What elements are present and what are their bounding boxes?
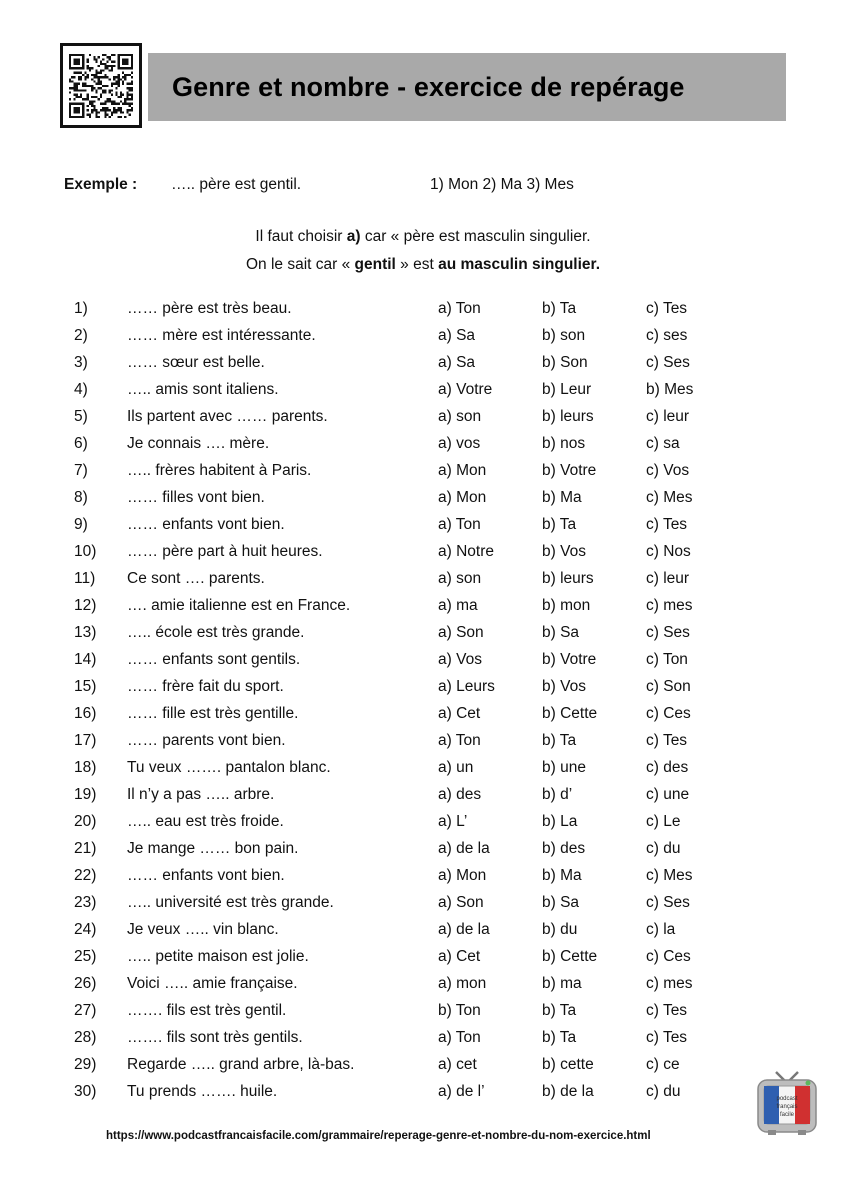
exercise-item <box>0 1081 846 1108</box>
option-b[interactable]: b) des <box>542 840 586 857</box>
svg-text:français: français <box>776 1104 798 1110</box>
option-a[interactable]: a) Mon <box>438 489 487 506</box>
exercise-number: 15) <box>74 678 97 695</box>
option-c[interactable]: c) Mes <box>646 489 693 506</box>
exercise-number: 1) <box>74 300 88 317</box>
option-a[interactable]: a) de l’ <box>438 1083 485 1100</box>
exercise-item <box>0 1000 846 1027</box>
exercise-sentence: …… enfants vont bien. <box>127 516 285 533</box>
option-b[interactable]: b) Ma <box>542 489 582 506</box>
option-c[interactable]: c) Ces <box>646 705 691 722</box>
exercise-number: 21) <box>74 840 97 857</box>
exercise-sentence: …… filles vont bien. <box>127 489 265 506</box>
explanation-keyword: gentil <box>354 256 396 273</box>
option-a[interactable]: a) de la <box>438 840 490 857</box>
exercise-number: 16) <box>74 705 97 722</box>
option-a[interactable]: a) Ton <box>438 1029 481 1046</box>
option-c[interactable]: c) Ces <box>646 948 691 965</box>
option-b[interactable]: b) leurs <box>542 570 594 587</box>
example-options: 1) Mon 2) Ma 3) Mes <box>430 176 574 193</box>
exercise-item <box>0 460 846 487</box>
exercise-sentence: …… père est très beau. <box>127 300 292 317</box>
exercise-number: 19) <box>74 786 97 803</box>
exercise-number: 9) <box>74 516 88 533</box>
option-c[interactable]: c) sa <box>646 435 680 452</box>
exercise-item <box>0 406 846 433</box>
exercise-sentence: ….. frères habitent à Paris. <box>127 462 312 479</box>
option-b[interactable]: b) Ma <box>542 867 582 884</box>
exercise-sentence: Il n’y a pas ….. arbre. <box>127 786 275 803</box>
option-a[interactable]: a) ma <box>438 597 478 614</box>
exercise-sentence: …… fille est très gentille. <box>127 705 299 722</box>
option-a[interactable]: a) Mon <box>438 867 487 884</box>
exercise-item <box>0 757 846 784</box>
exercise-item <box>0 865 846 892</box>
exercise-item <box>0 946 846 973</box>
exercise-number: 30) <box>74 1083 97 1100</box>
option-b[interactable]: b) son <box>542 327 586 344</box>
option-a[interactable]: a) cet <box>438 1056 477 1073</box>
example-label: Exemple : <box>64 176 138 193</box>
exercise-item <box>0 1027 846 1054</box>
option-b[interactable]: b) Votre <box>542 651 597 668</box>
exercise-sentence: …… mère est intéressante. <box>127 327 316 344</box>
exercise-sentence: …… frère fait du sport. <box>127 678 284 695</box>
exercise-sentence: …… père part à huit heures. <box>127 543 323 560</box>
option-a[interactable]: a) un <box>438 759 474 776</box>
option-b[interactable]: b) du <box>542 921 578 938</box>
option-c[interactable]: c) du <box>646 840 681 857</box>
exercise-sentence: …. amie italienne est en France. <box>127 597 351 614</box>
option-a[interactable]: a) Ton <box>438 300 481 317</box>
exercise-item <box>0 703 846 730</box>
explanation-text: car « père est masculin singulier. <box>360 228 591 245</box>
option-a[interactable]: a) Ton <box>438 732 481 749</box>
exercise-item <box>0 298 846 325</box>
tv-icon <box>756 1068 818 1138</box>
option-b[interactable]: b) Sa <box>542 894 580 911</box>
option-a[interactable]: a) son <box>438 570 482 587</box>
exercise-sentence: Tu veux ……. pantalon blanc. <box>127 759 331 776</box>
option-a[interactable]: a) Cet <box>438 705 481 722</box>
option-a[interactable]: a) Sa <box>438 354 476 371</box>
option-a[interactable]: b) Ton <box>438 1002 481 1019</box>
option-b[interactable]: b) d’ <box>542 786 573 803</box>
option-b[interactable]: b) de la <box>542 1083 594 1100</box>
exercise-number: 11) <box>74 570 96 587</box>
exercise-item <box>0 568 846 595</box>
option-c[interactable]: c) ses <box>646 327 688 344</box>
option-c[interactable]: c) ce <box>646 1056 680 1073</box>
exercise-item <box>0 676 846 703</box>
exercise-number: 23) <box>74 894 97 911</box>
exercise-sentence: Je connais …. mère. <box>127 435 270 452</box>
exercise-item <box>0 622 846 649</box>
option-c[interactable]: c) Ses <box>646 354 690 371</box>
option-c[interactable]: c) mes <box>646 975 693 992</box>
option-c[interactable]: c) Ses <box>646 894 690 911</box>
exercise-sentence: ….. université est très grande. <box>127 894 334 911</box>
option-b[interactable]: b) La <box>542 813 578 830</box>
exercise-item <box>0 892 846 919</box>
option-c[interactable]: c) Son <box>646 678 691 695</box>
option-c[interactable]: c) une <box>646 786 690 803</box>
option-b[interactable]: b) leurs <box>542 408 594 425</box>
exercise-item <box>0 352 846 379</box>
option-a[interactable]: a) Leurs <box>438 678 495 695</box>
page-title: Genre et nombre - exercice de repérage <box>172 71 685 102</box>
explanation-line-1 <box>0 228 846 246</box>
exercise-number: 28) <box>74 1029 97 1046</box>
option-b[interactable]: b) Ta <box>542 516 577 533</box>
exercise-item <box>0 487 846 514</box>
exercise-item <box>0 595 846 622</box>
option-a[interactable]: a) mon <box>438 975 487 992</box>
option-b[interactable]: b) Vos <box>542 678 586 695</box>
exercise-sentence: …… enfants vont bien. <box>127 867 285 884</box>
svg-text:podcast: podcast <box>776 1096 798 1102</box>
option-c[interactable]: c) leur <box>646 570 690 587</box>
exercise-number: 6) <box>74 435 88 452</box>
explanation-text: » est <box>395 256 439 273</box>
option-a[interactable]: a) Votre <box>438 381 493 398</box>
option-c[interactable]: c) des <box>646 759 689 776</box>
option-c[interactable]: c) Tes <box>646 516 688 533</box>
exercise-item <box>0 541 846 568</box>
exercise-sentence: …… sœur est belle. <box>127 354 265 371</box>
option-c[interactable]: b) Mes <box>646 381 694 398</box>
exercise-number: 10) <box>74 543 97 560</box>
podcast-logo <box>756 1068 818 1143</box>
exercise-item <box>0 784 846 811</box>
option-b[interactable]: b) Ta <box>542 732 577 749</box>
exercise-sentence: Regarde ….. grand arbre, là-bas. <box>127 1056 355 1073</box>
option-b[interactable]: b) Vos <box>542 543 586 560</box>
option-c[interactable]: c) Nos <box>646 543 691 560</box>
exercise-item <box>0 649 846 676</box>
exercise-number: 17) <box>74 732 97 749</box>
exercise-number: 22) <box>74 867 97 884</box>
option-c[interactable]: c) Tes <box>646 732 688 749</box>
option-a[interactable]: a) Mon <box>438 462 487 479</box>
exercise-number: 14) <box>74 651 97 668</box>
option-a[interactable]: a) de la <box>438 921 490 938</box>
option-b[interactable]: b) Votre <box>542 462 597 479</box>
exercise-number: 12) <box>74 597 97 614</box>
option-a[interactable]: a) Cet <box>438 948 481 965</box>
exercise-sentence: Voici ….. amie française. <box>127 975 298 992</box>
option-c[interactable]: c) Tes <box>646 1029 688 1046</box>
exercise-sentence: ….. eau est très froide. <box>127 813 284 830</box>
option-c[interactable]: c) Vos <box>646 462 690 479</box>
option-c[interactable]: c) Ton <box>646 651 688 668</box>
exercise-sentence: …… enfants sont gentils. <box>127 651 301 668</box>
exercise-number: 2) <box>74 327 88 344</box>
option-b[interactable]: b) Sa <box>542 624 580 641</box>
option-b[interactable]: b) cette <box>542 1056 594 1073</box>
option-a[interactable]: a) Son <box>438 624 484 641</box>
explanation-line-2 <box>0 256 846 274</box>
svg-text:facile: facile <box>779 1112 795 1118</box>
exercise-sentence: Ils partent avec …… parents. <box>127 408 328 425</box>
option-b[interactable]: b) une <box>542 759 586 776</box>
option-c[interactable]: c) Tes <box>646 1002 688 1019</box>
option-b[interactable]: b) Ta <box>542 1029 577 1046</box>
qr-code[interactable] <box>60 43 142 128</box>
option-b[interactable]: b) Ta <box>542 300 577 317</box>
exercise-sentence: …… parents vont bien. <box>127 732 286 749</box>
option-b[interactable]: b) Cette <box>542 705 598 722</box>
footer-url[interactable]: https://www.podcastfrancaisfacile.com/grammaire/reperage-genre-et-nombre-du-nom-exercice.html <box>106 1130 651 1142</box>
exercise-number: 18) <box>74 759 97 776</box>
option-a[interactable]: a) des <box>438 786 482 803</box>
exercise-item <box>0 379 846 406</box>
exercise-item <box>0 838 846 865</box>
exercise-item <box>0 433 846 460</box>
option-a[interactable]: a) Notre <box>438 543 494 560</box>
exercise-number: 26) <box>74 975 97 992</box>
exercise-number: 25) <box>74 948 97 965</box>
option-b[interactable]: b) ma <box>542 975 582 992</box>
title-band <box>148 53 786 121</box>
option-c[interactable]: c) la <box>646 921 676 938</box>
option-b[interactable]: b) Leur <box>542 381 592 398</box>
exercise-number: 4) <box>74 381 88 398</box>
exercise-sentence: Ce sont …. parents. <box>127 570 265 587</box>
explanation-text: Il faut choisir <box>255 228 347 245</box>
option-b[interactable]: b) nos <box>542 435 586 452</box>
exercise-number: 29) <box>74 1056 97 1073</box>
explanation-text: On le sait car « <box>245 256 355 273</box>
option-a[interactable]: a) Son <box>438 894 484 911</box>
option-b[interactable]: b) Son <box>542 354 588 371</box>
exercise-item <box>0 973 846 1000</box>
option-a[interactable]: a) vos <box>438 435 481 452</box>
example-sentence: ….. père est gentil. <box>171 176 302 193</box>
exercise-sentence: ……. fils sont très gentils. <box>127 1029 303 1046</box>
exercise-number: 27) <box>74 1002 97 1019</box>
exercise-number: 3) <box>74 354 88 371</box>
option-a[interactable]: a) L’ <box>438 813 468 830</box>
option-c[interactable]: c) Ses <box>646 624 690 641</box>
option-b[interactable]: b) mon <box>542 597 591 614</box>
exercise-sentence: Je mange …… bon pain. <box>127 840 299 857</box>
exercise-sentence: ….. amis sont italiens. <box>127 381 279 398</box>
option-c[interactable]: c) Le <box>646 813 681 830</box>
exercise-sentence: Tu prends ……. huile. <box>127 1083 278 1100</box>
option-a[interactable]: a) Ton <box>438 516 481 533</box>
exercise-sentence: Je veux ….. vin blanc. <box>127 921 279 938</box>
exercise-item <box>0 919 846 946</box>
exercise-number: 13) <box>74 624 97 641</box>
exercise-number: 24) <box>74 921 97 938</box>
option-c[interactable]: c) leur <box>646 408 690 425</box>
qr-code-icon <box>69 54 133 118</box>
option-a[interactable]: a) Sa <box>438 327 476 344</box>
option-c[interactable]: c) Mes <box>646 867 693 884</box>
exercise-sentence: ….. petite maison est jolie. <box>127 948 309 965</box>
exercise-number: 5) <box>74 408 88 425</box>
exercise-sentence: ….. école est très grande. <box>127 624 305 641</box>
explanation-answer: a) <box>346 228 361 245</box>
exercise-item <box>0 325 846 352</box>
exercise-number: 20) <box>74 813 97 830</box>
exercise-number: 8) <box>74 489 88 506</box>
option-c[interactable]: c) mes <box>646 597 693 614</box>
exercise-list <box>0 298 846 1108</box>
exercise-number: 7) <box>74 462 88 479</box>
option-c[interactable]: c) Tes <box>646 300 688 317</box>
option-a[interactable]: a) son <box>438 408 482 425</box>
option-a[interactable]: a) Vos <box>438 651 482 668</box>
exercise-item <box>0 1054 846 1081</box>
explanation-conclusion: au masculin singulier. <box>438 256 601 273</box>
option-b[interactable]: b) Ta <box>542 1002 577 1019</box>
exercise-item <box>0 811 846 838</box>
option-b[interactable]: b) Cette <box>542 948 598 965</box>
exercise-item <box>0 730 846 757</box>
exercise-item <box>0 514 846 541</box>
option-c[interactable]: c) du <box>646 1083 681 1100</box>
example-row <box>64 176 786 196</box>
exercise-sentence: ……. fils est très gentil. <box>127 1002 287 1019</box>
